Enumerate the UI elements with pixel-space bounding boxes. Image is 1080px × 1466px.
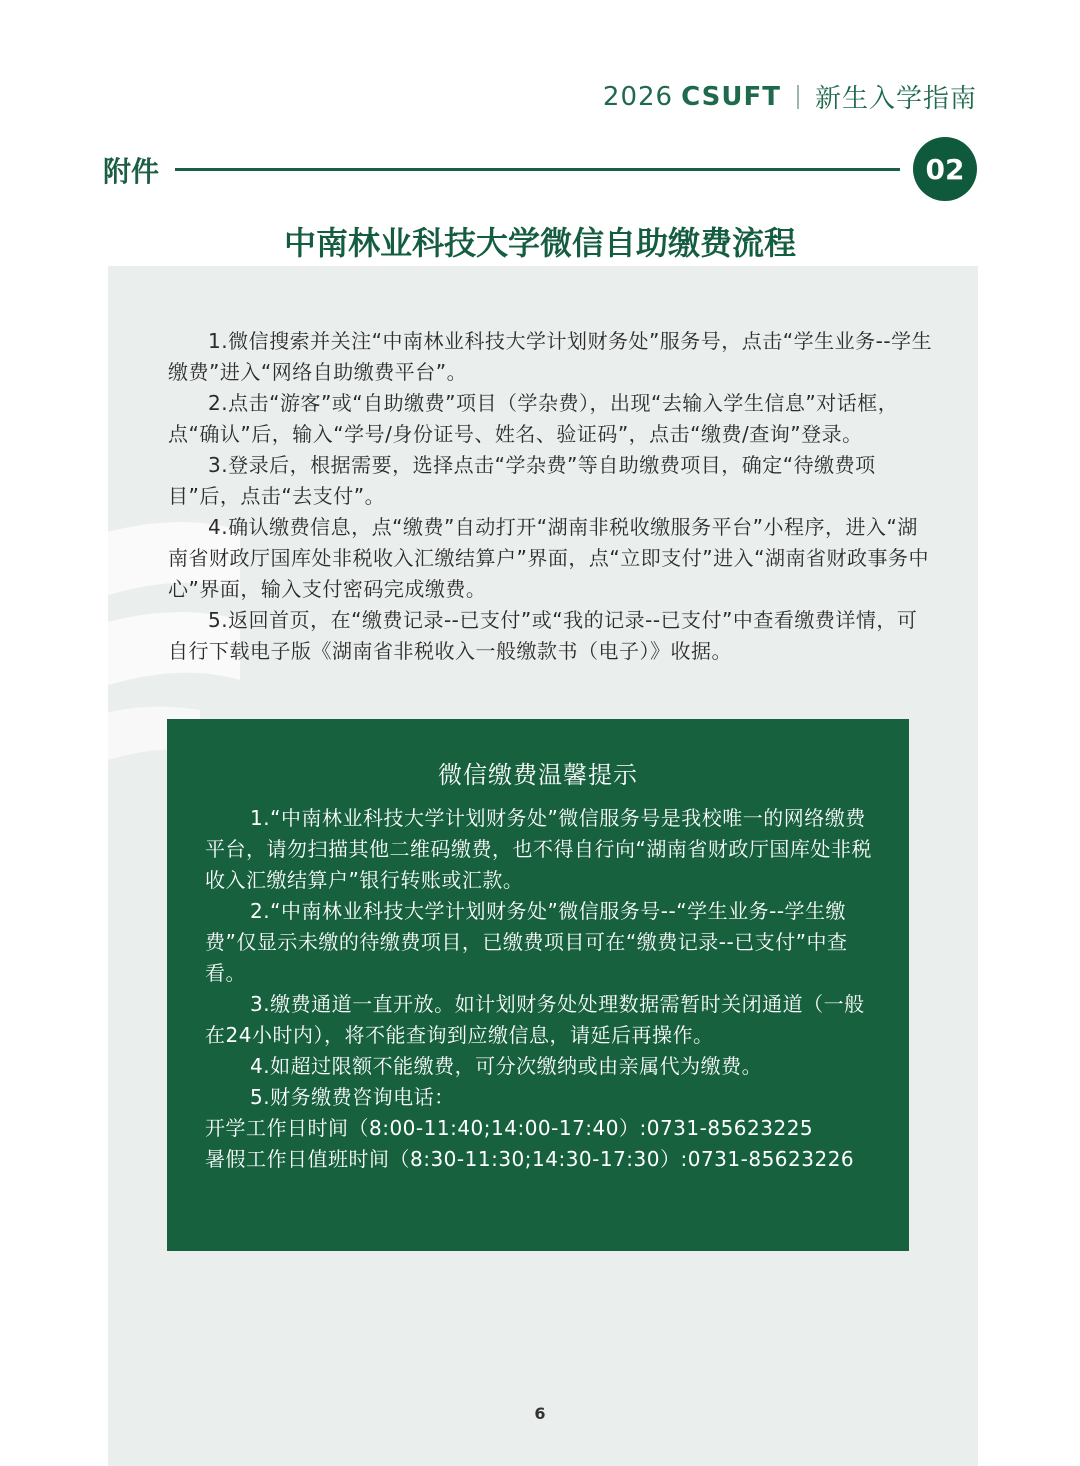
header-divider: [797, 85, 799, 109]
tip-item: 1.“中南林业科技大学计划财务处”微信服务号是我校唯一的网络缴费平台，请勿扫描其他二维码缴费，也不得自行向“湖南省财政厅国库处非税收入汇缴结算户”银行转账或汇款。: [205, 806, 872, 892]
header-guide: 新生入学指南: [814, 84, 977, 114]
tip-item: 2.“中南林业科技大学计划财务处”微信服务号--“学生业务--学生缴费”仅显示未缴的待缴费项目，已缴费项目可在“缴费记录--已支付”中查看。: [205, 899, 848, 985]
tips-body: [205, 803, 875, 1175]
step-item: 3.登录后，根据需要，选择点击“学杂费”等自助缴费项目，确定“待缴费项目”后，点击“去支付”。: [168, 453, 876, 508]
tip-item: 5.财务缴费咨询电话：: [250, 1085, 455, 1109]
step-item: 4.确认缴费信息，点“缴费”自动打开“湖南非税收缴服务平台”小程序，进入“湖南省财政厅国库处非税收入汇缴结算户”界面，点“立即支付”进入“湖南省财政事务中心”界面，输入支付密码完成缴费。: [168, 515, 929, 601]
section-label: 附件: [103, 155, 160, 188]
page-number: 6: [534, 1404, 546, 1423]
page-header: [603, 78, 977, 115]
page-title: 中南林业科技大学微信自助缴费流程: [283, 224, 796, 262]
header-year: 2026: [602, 81, 674, 112]
tips-box: [167, 719, 909, 1251]
header-brand: CSUFT: [681, 81, 781, 112]
step-item: 5.返回首页，在“缴费记录--已支付”或“我的记录--已支付”中查看缴费详情，可自行下载电子版《湖南省非税收入一般缴款书（电子）》收据。: [168, 608, 918, 663]
section-rule: [175, 168, 900, 171]
step-item: 2.点击“游客”或“自助缴费”项目（学杂费），出现“去输入学生信息”对话框，点“确认”后，输入“学号/身份证号、姓名、验证码”，点击“缴费/查询”登录。: [168, 391, 899, 446]
tip-item: 3.缴费通道一直开放。如计划财务处处理数据需暂时关闭通道（一般在24小时内），将不能查询到应缴信息，请延后再操作。: [205, 992, 865, 1047]
tips-title: 微信缴费温馨提示: [438, 761, 638, 789]
step-item: 1.微信搜索并关注“中南林业科技大学计划财务处”服务号，点击“学生业务--学生缴费”进入“网络自助缴费平台”。: [168, 329, 933, 384]
phone-line: 开学工作日时间（8:00-11:40;14:00-17:40）:0731-85623225: [205, 1116, 814, 1140]
tip-item: 4.如超过限额不能缴费，可分次缴纳或由亲属代为缴费。: [250, 1054, 763, 1078]
section-number-badge: 02: [913, 137, 977, 201]
phone-line: 暑假工作日值班时间（8:30-11:30;14:30-17:30）:0731-85623226: [205, 1147, 855, 1171]
payment-steps: [168, 326, 933, 667]
